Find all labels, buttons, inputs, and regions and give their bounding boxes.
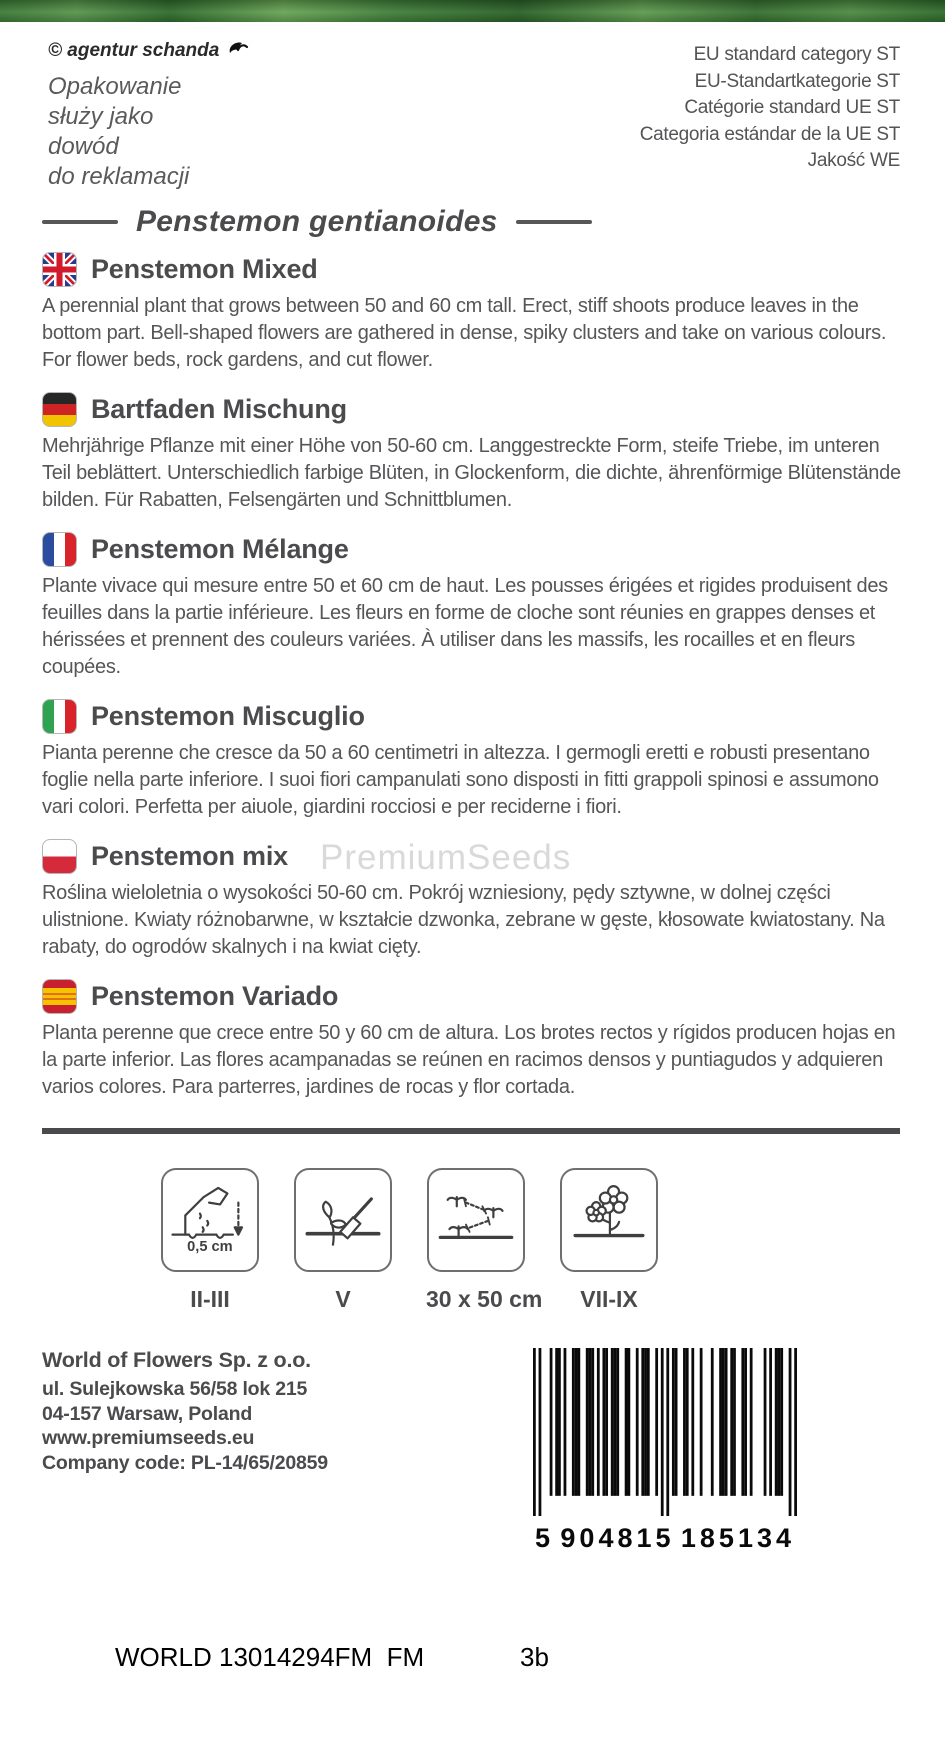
uk-flag-icon (42, 252, 77, 287)
top-photo-strip (0, 0, 945, 22)
agency-credit-text: © agentur schanda (48, 40, 220, 61)
barcode-digit-group: 185134 (680, 1523, 795, 1553)
france-flag-icon (42, 532, 77, 567)
eu-category-line: EU standard category ST (693, 44, 900, 65)
eu-category-line: Jakość WE (807, 150, 900, 171)
section-divider (42, 1128, 900, 1134)
section-heading: Penstemon Variado (91, 981, 339, 1011)
latin-name-row (42, 205, 592, 239)
claim-line: Opakowanie (48, 73, 182, 100)
eu-category-line: EU-Standartkategorie ST (694, 70, 900, 92)
barcode-digit-group: 5 (535, 1523, 555, 1553)
pictogram-planting (293, 1168, 393, 1313)
spain-flag-icon (42, 979, 77, 1014)
section-heading-row (42, 392, 902, 427)
claim-line: służy jako (48, 103, 154, 130)
company-address-line: 04-157 Warsaw, Poland (42, 1402, 253, 1425)
section-text-es: Planta perenne que crece entre 50 y 60 cm de altura. Los brotes rectos y rígidos producen hojas en la parte inferior. Las flores acampanadas se reúnen en racimos densos y puntiagudos y adquieren varios colores. Para parterres, jardines de rocas y flor cortada. (42, 1022, 896, 1098)
section-italian (42, 699, 902, 821)
agency-credit (48, 40, 250, 62)
ean13-barcode (533, 1348, 797, 1554)
section-heading-row (42, 532, 902, 567)
poland-flag-icon (42, 839, 77, 874)
agency-leaf-icon (226, 40, 250, 62)
print-sheet-code: 3b (520, 1642, 549, 1672)
company-address-line: ul. Sulejkowska 56/58 lok 215 (42, 1378, 308, 1400)
section-heading-row (42, 699, 902, 734)
germany-flag-icon (42, 392, 77, 427)
section-heading: Penstemon Mélange (91, 534, 349, 564)
section-german (42, 392, 902, 514)
company-name: World of Flowers Sp. z o.o. (42, 1348, 311, 1372)
section-text-it: Pianta perenne che cresce da 50 a 60 centimetri in altezza. I germogli eretti e robusti presentano foglie nella parte inferiore. I suoi fiori campanulati sono disposti in fitti grappoli spinosi e assumono vari colori. Perfetta per aiuole, giardini rocciosi e per reciderne i fiori. (42, 742, 879, 818)
eu-category-block (640, 42, 900, 175)
planting-months-label: V (335, 1286, 351, 1312)
pictogram-sowing (160, 1168, 260, 1313)
barcode-digit-group: 904815 (560, 1523, 675, 1553)
section-heading: Penstemon Mixed (91, 254, 318, 284)
plant-spacing-icon (427, 1168, 525, 1272)
company-website: www.premiumseeds.eu (42, 1427, 255, 1449)
sowing-depth-value: 0,5 cm (187, 1239, 233, 1256)
flowering-months-label: VII-IX (580, 1286, 638, 1312)
section-text-en: A perennial plant that grows between 50 and 60 cm tall. Erect, stiff shoots produce leaves in the bottom part. Bell-shaped flowers are gathered in dense, spiky clusters and take on various colours. For flower beds, rock gardens, and cut flower. (42, 295, 887, 371)
section-heading-row (42, 979, 902, 1014)
packaging-claim (48, 72, 189, 192)
pictogram-spacing (426, 1168, 543, 1313)
section-french (42, 532, 902, 681)
title-rule-left (42, 220, 118, 224)
flowering-period-icon (560, 1168, 658, 1272)
sowing-months-label: II-III (190, 1286, 230, 1312)
section-text-pl: Roślina wieloletnia o wysokości 50-60 cm. Pokrój wzniesiony, pędy sztywne, w dolnej części ulistnione. Kwiaty różnobarwne, w kształcie dzwonka, zebrane w gęste, kłosowate kwiatostany. Na rabaty, do ogrodów skalnych i na kwiat cięty. (42, 882, 885, 958)
section-text-de: Mehrjährige Pflanze mit einer Höhe von 50-60 cm. Langgestreckte Form, steife Triebe, im unteren Teil beblättert. Unterschiedlich farbige Blüten, in Glockenform, die dichte, ährenförmige Blütenstände bilden. Für Rabatten, Felsengärten und Schnittblumen. (42, 435, 901, 511)
claim-line: dowód (48, 133, 119, 160)
company-info (42, 1348, 328, 1475)
premiumseeds-watermark: PremiumSeeds (320, 838, 572, 877)
print-batch-code: WORLD 13014294FM FM (115, 1642, 425, 1672)
section-heading: Penstemon Miscuglio (91, 701, 365, 731)
barcode-digits (533, 1523, 797, 1554)
cultivation-pictograms (160, 1168, 659, 1313)
section-text-fr: Plante vivace qui mesure entre 50 et 60 cm de haut. Les pousses érigées et rigides produisent des feuilles dans la partie inférieure. Les fleurs en forme de cloche sont réunies en grappes denses et hérissées et prennent des couleurs variées. À utiliser dans les massifs, les rocailles et en fleurs coupées. (42, 575, 888, 678)
barcode-bars (533, 1348, 797, 1521)
planting-out-icon (294, 1168, 392, 1272)
pictogram-flowering (559, 1168, 659, 1313)
company-code: Company code: PL-14/65/20859 (42, 1451, 328, 1474)
section-spanish (42, 979, 902, 1101)
title-rule-right (516, 220, 592, 224)
claim-line: do reklamacji (48, 163, 190, 190)
section-heading: Penstemon mix (91, 841, 288, 871)
language-sections (42, 252, 902, 1119)
italy-flag-icon (42, 699, 77, 734)
eu-category-line: Categoria estándar de la UE ST (639, 123, 900, 145)
section-heading-row (42, 252, 902, 287)
spacing-label: 30 x 50 cm (426, 1286, 543, 1312)
sowing-depth-icon (161, 1168, 259, 1272)
section-heading: Bartfaden Mischung (91, 394, 347, 424)
latin-name: Penstemon gentianoides (136, 205, 498, 238)
eu-category-line: Catégorie standard UE ST (684, 97, 900, 118)
section-english (42, 252, 902, 374)
